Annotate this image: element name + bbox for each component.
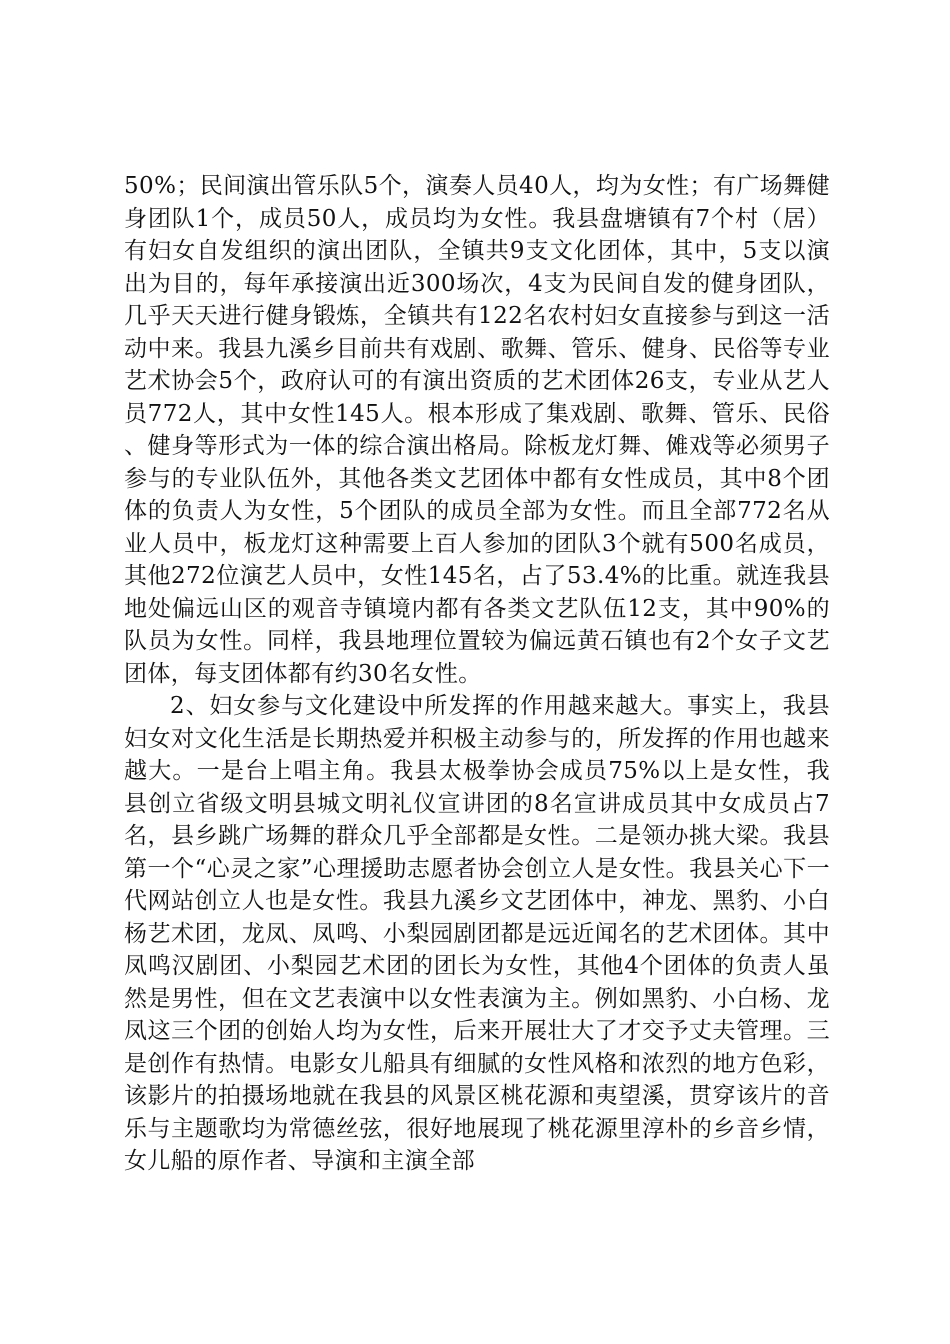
document-page (124, 170, 830, 1178)
paragraph-continued: 50%；民间演出管乐队5个，演奏人员40人，均为女性；有广场舞健身团队1个，成员50人，成员均为女性。我县盘塘镇有7个村（居）有妇女自发组织的演出团队，全镇共9支文化团体，其中，5支以演出为目的，每年承接演出近300场次，4支为民间自发的健身团队，几乎天天进行健身锻炼，全镇共有122名农村妇女直接参与到这一活动中来。我县九溪乡目前共有戏剧、歌舞、管乐、健身、民俗等专业艺术协会5个，政府认可的有演出资质的艺术团体26支，专业从艺人员772人，其中女性145人。根本形成了集戏剧、歌舞、管乐、民俗、健身等形式为一体的综合演出格局。除板龙灯舞、傩戏等必须男子参与的专业队伍外，其他各类文艺团体中都有女性成员，其中8个团体的负责人为女性，5个团队的成员全部为女性。而且全部772名从业人员中，板龙灯这种需要上百人参加的团队3个就有500名成员，其他272位演艺人员中，女性145名，占了53.4%的比重。就连我县地处偏远山区的观音寺镇境内都有各类文艺队伍12支，其中90%的队员为女性。同样，我县地理位置较为偏远黄石镇也有2个女子文艺团体，每支团体都有约30名女性。 (124, 173, 830, 687)
paragraph-2: 2、妇女参与文化建设中所发挥的作用越来越大。事实上，我县妇女对文化生活是长期热爱并积极主动参与的，所发挥的作用也越来越大。一是台上唱主角。我县太极拳协会成员75%以上是女性，我县创立省级文明县城文明礼仪宣讲团的8名宣讲成员其中女成员占7名，县乡跳广场舞的群众几乎全部都是女性。二是领办挑大梁。我县第一个“心灵之家”心理援助志愿者协会创立人是女性。我县关心下一代网站创立人也是女性。我县九溪乡文艺团体中，神龙、黑豹、小白杨艺术团，龙凤、凤鸣、小梨园剧团都是远近闻名的艺术团体。其中凤鸣汉剧团、小梨园艺术团的团长为女性，其他4个团体的负责人虽然是男性，但在文艺表演中以女性表演为主。例如黑豹、小白杨、龙凤这三个团的创始人均为女性，后来开展壮大了才交予丈夫管理。三是创作有热情。电影女儿船具有细腻的女性风格和浓烈的地方色彩，该影片的拍摄场地就在我县的风景区桃花源和夷望溪，贯穿该片的音乐与主题歌均为常德丝弦，很好地展现了桃花源里淳朴的乡音乡情，女儿船的原作者、导演和主演全部 (124, 693, 830, 1174)
